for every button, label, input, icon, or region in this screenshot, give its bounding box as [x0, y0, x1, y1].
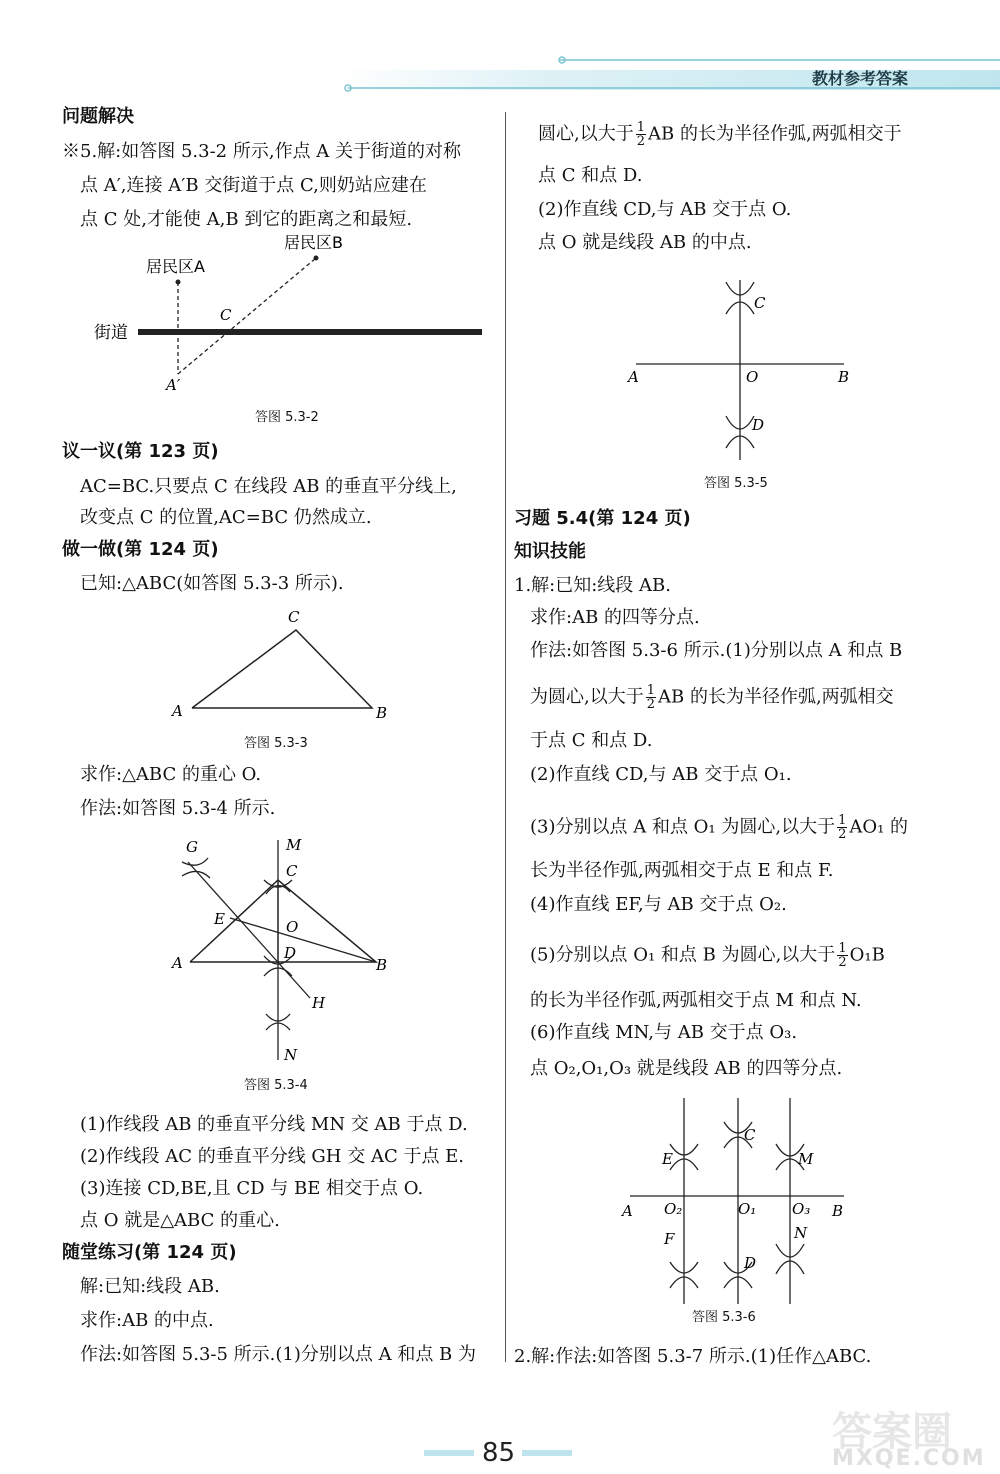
- section-title-practice: 随堂练习(第 124 页): [62, 1242, 237, 1263]
- q5-line3: 点 C 处,才能使 A,B 到它的距离之和最短.: [80, 209, 413, 230]
- figure-5-3-5: [618, 272, 868, 468]
- label-a-prime: A′: [166, 376, 181, 394]
- label-g: G: [186, 838, 198, 856]
- right-line1: 圆心,以大于 $\frac{1}{2}$ AB 的长为半径作弧,两弧相交于: [538, 120, 902, 149]
- label-o3: O₃: [792, 1200, 811, 1218]
- label-o: O: [746, 368, 759, 386]
- column-divider: [505, 112, 506, 1362]
- caption-5-3-3: 答图 5.3-3: [244, 736, 308, 751]
- figure-5-3-6: [618, 1094, 858, 1308]
- watermark-url: MXQE.COM: [832, 1446, 986, 1471]
- label-h: H: [312, 994, 326, 1012]
- label-e: E: [214, 910, 225, 928]
- label-a: A: [172, 702, 183, 720]
- practice-line1: 解:已知:线段 AB.: [80, 1276, 220, 1297]
- label-b: B: [832, 1202, 844, 1220]
- q1-line10: (5)分别以点 O₁ 和点 B 为圆心,以大于 $\frac{1}{2}$ O₁B: [530, 941, 885, 970]
- do-line1: 已知:△ABC(如答图 5.3-3 所示).: [80, 573, 344, 594]
- header-label: 教材参考答案: [812, 69, 909, 88]
- q1-line7: (3)分别以点 A 和点 O₁ 为圆心,以大于 $\frac{1}{2}$ AO₁ 的: [530, 813, 909, 842]
- q1-line1: 1.解:已知:线段 AB.: [514, 575, 671, 596]
- q1-line8: 长为半径作弧,两弧相交于点 E 和点 F.: [530, 860, 834, 881]
- label-c: C: [744, 1126, 756, 1144]
- discuss-line1: AC=BC.只要点 C 在线段 AB 的垂直平分线上,: [80, 476, 457, 497]
- line-be: [230, 918, 376, 962]
- caption-5-3-5: 答图 5.3-5: [704, 476, 768, 491]
- q2-line1: 2.解:作法:如答图 5.3-7 所示.(1)任作△ABC.: [514, 1346, 872, 1367]
- label-b: B: [376, 956, 388, 974]
- do-line4: (1)作线段 AB 的垂直平分线 MN 交 AB 于点 D.: [80, 1114, 468, 1135]
- label-street: 街道: [94, 323, 128, 343]
- q1-line11: 的长为半径作弧,两弧相交于点 M 和点 N.: [530, 990, 862, 1011]
- label-d: D: [744, 1254, 757, 1272]
- figure-5-3-2: [80, 228, 500, 428]
- right-line4: 点 O 就是线段 AB 的中点.: [538, 232, 752, 253]
- practice-line2: 求作:AB 的中点.: [80, 1310, 214, 1331]
- label-c: C: [288, 608, 300, 626]
- discuss-line2: 改变点 C 的位置,AC=BC 仍然成立.: [80, 507, 372, 528]
- section-title-discuss: 议一议(第 123 页): [62, 441, 219, 462]
- section-title-problem-solving: 问题解决: [62, 106, 134, 127]
- section-title-skills: 知识技能: [514, 541, 586, 562]
- label-n: N: [794, 1224, 808, 1242]
- q1-line4: 为圆心,以大于 $\frac{1}{2}$ AB 的长为半径作弧,两弧相交: [530, 683, 894, 712]
- caption-5-3-4: 答图 5.3-4: [244, 1078, 308, 1093]
- label-o1: O₁: [738, 1200, 757, 1218]
- q5-line1: ※5.解:如答图 5.3-2 所示,作点 A 关于街道的对称: [62, 141, 462, 162]
- q1-line5: 于点 C 和点 D.: [530, 730, 653, 751]
- label-f: F: [664, 1230, 675, 1248]
- q1-line3: 作法:如答图 5.3-6 所示.(1)分别以点 A 和点 B: [530, 640, 903, 661]
- point-b: [314, 256, 319, 261]
- section-title-do: 做一做(第 124 页): [62, 539, 219, 560]
- caption-5-3-6: 答图 5.3-6: [692, 1310, 756, 1325]
- practice-line3: 作法:如答图 5.3-5 所示.(1)分别以点 A 和点 B 为: [80, 1344, 476, 1365]
- q5-line2: 点 A′,连接 A′B 交街道于点 C,则奶站应建在: [80, 175, 427, 196]
- label-c: C: [220, 306, 232, 324]
- figure-5-3-3: [160, 602, 400, 724]
- triangle-abc: [192, 630, 372, 708]
- do-line2: 求作:△ABC 的重心 O.: [80, 764, 262, 785]
- right-line2: 点 C 和点 D.: [538, 165, 643, 186]
- label-residential-b: 居民区B: [284, 233, 343, 252]
- label-a: A: [628, 368, 639, 386]
- point-a: [176, 280, 181, 285]
- watermark-logo: 答案圈: [832, 1409, 952, 1455]
- label-n: N: [284, 1046, 298, 1064]
- do-line7: 点 O 就是△ABC 的重心.: [80, 1210, 280, 1231]
- label-o2: O₂: [664, 1200, 683, 1218]
- label-m: M: [286, 836, 302, 854]
- q1-line6: (2)作直线 CD,与 AB 交于点 O₁.: [530, 764, 792, 785]
- q1-line13: 点 O₂,O₁,O₃ 就是线段 AB 的四等分点.: [530, 1058, 843, 1079]
- right-line3: (2)作直线 CD,与 AB 交于点 O.: [538, 199, 792, 220]
- label-a: A: [622, 1202, 633, 1220]
- page-number: 85: [482, 1438, 516, 1468]
- q1-line9: (4)作直线 EF,与 AB 交于点 O₂.: [530, 894, 787, 915]
- section-title-exercise: 习题 5.4(第 124 页): [514, 508, 691, 529]
- label-e: E: [662, 1150, 673, 1168]
- label-b: B: [376, 704, 388, 722]
- label-residential-a: 居民区A: [146, 257, 205, 276]
- do-line5: (2)作线段 AC 的垂直平分线 GH 交 AC 于点 E.: [80, 1146, 465, 1167]
- label-d: D: [284, 944, 297, 962]
- caption-5-3-2: 答图 5.3-2: [255, 410, 319, 425]
- label-c: C: [754, 294, 766, 312]
- label-d: D: [752, 416, 765, 434]
- q1-line12: (6)作直线 MN,与 AB 交于点 O₃.: [530, 1022, 798, 1043]
- do-line3: 作法:如答图 5.3-4 所示.: [80, 798, 276, 819]
- label-m: M: [798, 1150, 814, 1168]
- do-line6: (3)连接 CD,BE,且 CD 与 BE 相交于点 O.: [80, 1178, 424, 1199]
- figure-5-3-4: [160, 830, 400, 1070]
- label-c: C: [286, 862, 298, 880]
- q1-line2: 求作:AB 的四等分点.: [530, 607, 700, 628]
- label-o: O: [286, 918, 299, 936]
- label-a: A: [172, 954, 183, 972]
- label-b: B: [838, 368, 850, 386]
